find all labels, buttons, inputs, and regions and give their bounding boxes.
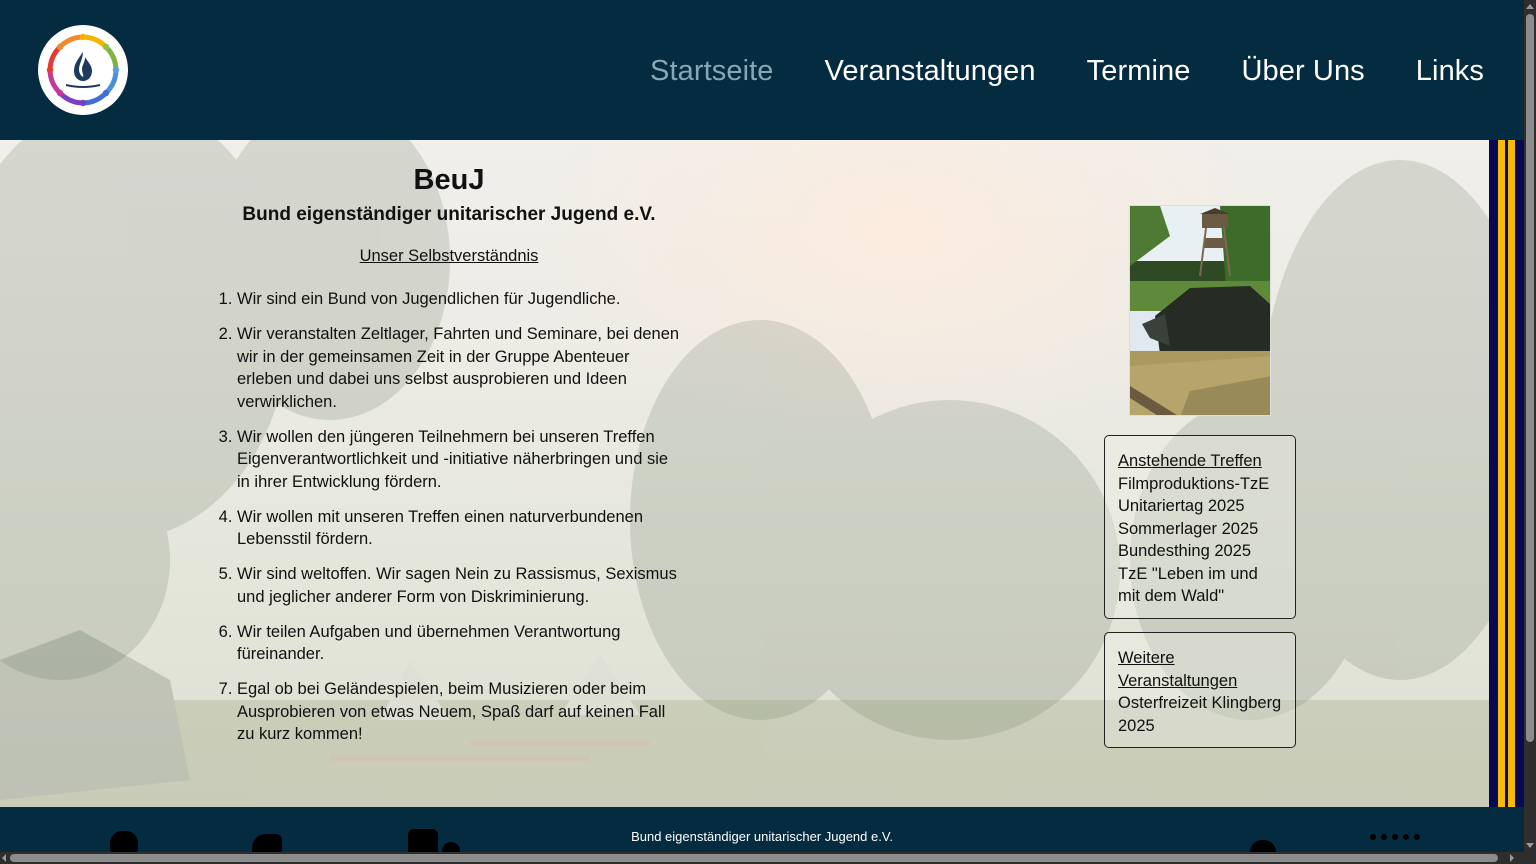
- gold-stripe: [1508, 140, 1515, 807]
- values-list-item: 5. Wir sind weltoffen. Wir sagen Nein zu Rassismus, Sexismus und jeglicher anderer Form von Diskriminierung.: [237, 563, 685, 608]
- horizontal-scrollbar[interactable]: [0, 852, 1524, 864]
- vertical-scrollbar-thumb[interactable]: [1526, 14, 1534, 742]
- upcoming-events-box: [1104, 435, 1296, 619]
- nav-veranstaltungen[interactable]: Veranstaltungen: [824, 55, 1036, 87]
- tent-photo: [1129, 205, 1271, 416]
- upcoming-event-item[interactable]: Filmproduktions-TzE: [1118, 474, 1270, 493]
- site-header: [0, 0, 1524, 140]
- decorative-stripes: [1489, 140, 1524, 807]
- main-nav: [650, 50, 1484, 92]
- upcoming-event-item[interactable]: Bundesthing 2025: [1118, 542, 1252, 560]
- site-footer: [0, 807, 1524, 852]
- values-list: [213, 288, 685, 746]
- values-list-item: 6. Wir teilen Aufgaben und übernehmen Verantwortung füreinander.: [237, 621, 685, 666]
- values-list-item: 3. Wir wollen den jüngeren Teilnehmern bei unseren Treffen Eigenverantwortlichkeit und -initiative näherbringen und sie in ihrer Entwicklung fördern.: [237, 426, 685, 494]
- chalice-logo-icon: [38, 25, 128, 115]
- upcoming-event-item[interactable]: TzE "Leben im und mit dem Wald": [1118, 564, 1258, 605]
- intro-section: [213, 160, 685, 758]
- nav-ueber-uns[interactable]: Über Uns: [1241, 55, 1365, 87]
- main-content: [0, 140, 1489, 807]
- page-title: BeuJ: [413, 164, 485, 196]
- values-list-item: 4. Wir wollen mit unseren Treffen einen naturverbundenen Lebensstil fördern.: [237, 506, 685, 551]
- scroll-left-arrow-icon[interactable]: [2, 854, 6, 862]
- nav-startseite[interactable]: Startseite: [650, 55, 774, 87]
- upcoming-event-item[interactable]: Unitariertag 2025: [1118, 497, 1245, 515]
- upcoming-events-title-link[interactable]: Anstehende Treffen: [1118, 452, 1262, 470]
- scroll-down-arrow-icon[interactable]: [1526, 843, 1534, 848]
- nav-termine[interactable]: Termine: [1086, 55, 1191, 87]
- nav-links[interactable]: Links: [1415, 55, 1484, 87]
- upcoming-event-item[interactable]: Sommerlager 2025: [1118, 519, 1259, 538]
- page-subtitle: Bund eigenständiger unitarischer Jugend e.V.: [242, 204, 656, 225]
- vertical-scrollbar[interactable]: [1524, 0, 1536, 852]
- other-events-title-link[interactable]: Weitere Veranstaltungen: [1118, 649, 1238, 690]
- selbstverstaendnis-link[interactable]: Unser Selbstverständnis: [359, 247, 539, 265]
- scrollbar-corner: [1524, 852, 1536, 864]
- scroll-right-arrow-icon[interactable]: [1510, 854, 1514, 862]
- gold-stripe: [1498, 140, 1505, 807]
- tent-tower-image: [1130, 206, 1271, 416]
- values-list-item: 2. Wir veranstalten Zeltlager, Fahrten und Seminare, bei denen wir in der gemeinsamen Zeit in der Gruppe Abenteuer erleben und dabei uns selbst ausprobieren und Ideen verwirklichen.: [237, 323, 685, 413]
- footer-text: Bund eigenständiger unitarischer Jugend e.V.: [631, 829, 893, 844]
- site-logo[interactable]: [38, 25, 128, 115]
- horizontal-scrollbar-thumb[interactable]: [10, 854, 1498, 862]
- scroll-up-arrow-icon[interactable]: [1526, 4, 1534, 9]
- other-events-box: [1104, 632, 1296, 748]
- values-list-item: 1. Wir sind ein Bund von Jugendlichen für Jugendliche.: [237, 288, 685, 311]
- values-list-item: 7. Egal ob bei Geländespielen, beim Musizieren oder beim Ausprobieren von etwas Neuem, Spaß darf auf keinen Fall zu kurz kommen!: [237, 678, 685, 746]
- other-event-item[interactable]: Osterfreizeit Klingberg 2025: [1118, 694, 1282, 735]
